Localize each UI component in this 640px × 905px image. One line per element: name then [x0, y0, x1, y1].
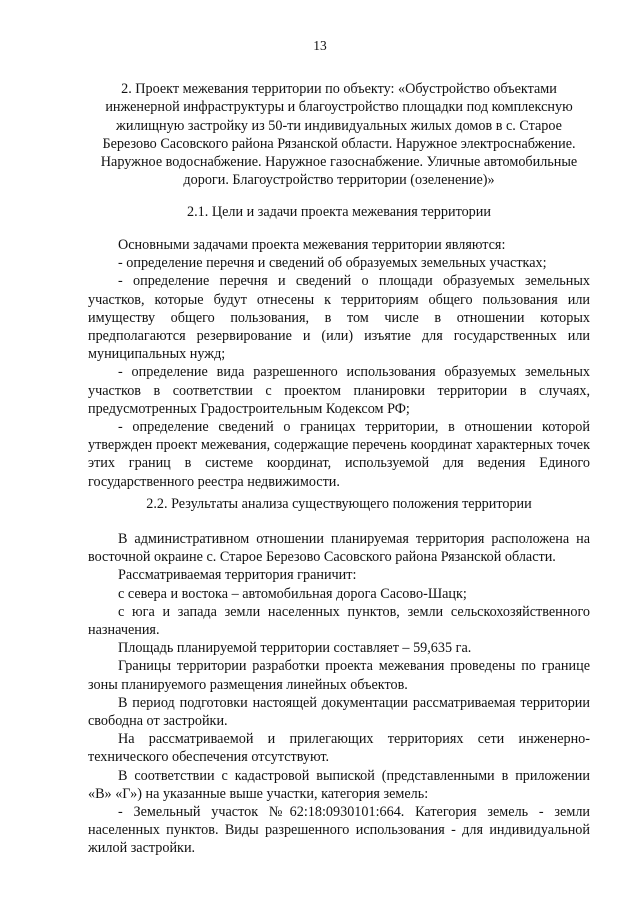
paragraph: с севера и востока – автомобильная дорога Сасово-Шацк;	[118, 585, 467, 602]
paragraph: Основными задачами проекта межевания территории являются:	[118, 237, 506, 253]
paragraph: На рассматриваемой и прилегающих территориях сети инженерно-технического обеспечения отсутствуют.	[88, 731, 590, 766]
paragraph: с юга и запада земли населенных пунктов, земли сельскохозяйственного назначения.	[88, 603, 590, 639]
section-heading-analysis: 2.2. Результаты анализа существующего положения территории	[146, 496, 532, 512]
paragraph: - определение перечня и сведений об образуемых земельных участках;	[118, 255, 547, 272]
paragraph: - Земельный участок №62:18:0930101:664. Категория земель - земли населенных пунктов. Виды разрешенного использования - для индивидуальной жилой застройки.	[88, 804, 590, 857]
section-heading-goals: 2.1. Цели и задачи проекта межевания территории	[187, 204, 491, 220]
section-body-goals	[88, 236, 590, 491]
section-body-analysis	[88, 530, 590, 858]
page-number: 13	[313, 38, 327, 53]
paragraph: В административном отношении планируемая территория расположена на восточной окраине с. Старое Березово Сасовского района Рязанской области.	[88, 531, 590, 566]
paragraph: - определение перечня и сведений о площади образуемых земельных участков, которые будут отнесены к территориям общего пользования или имуществу общего пользования, в том числе в отношении которых предполагаются резервирование и (или) изъятие для государственных или муниципальных нужд;	[88, 273, 590, 363]
paragraph: Площадь планируемой территории составляет – 59,635 га.	[118, 640, 472, 657]
document-title: 2. Проект межевания территории по объекту: «Обустройство объектами инженерной инфраструктуры и благоустройство площадки под комплексную жилищную застройку из 50-ти индивидуальных жилых домов в с. Старое Березово Сасовского района Рязанской области. Наружное электроснабжение. Наружное водоснабжение. Наружное газоснабжение. Уличные автомобильные дороги. Благоустройство территории (озеленение)»	[100, 81, 578, 189]
paragraph: В период подготовки настоящей документации рассматриваемая территории свободна от застройки.	[88, 694, 590, 730]
paragraph: - определение сведений о границах территории, в отношении которой утвержден проект межевания, содержащие перечень координат характерных точек этих границ в системе координат, используемой для ведения Единого государственного реестра недвижимости.	[88, 419, 590, 490]
paragraph: - определение вида разрешенного использования образуемых земельных участков в соответствии с проектом планировки территории в случаях, предусмотренных Градостроительным Кодексом РФ;	[88, 364, 590, 417]
paragraph: В соответствии с кадастровой выпиской (представленными в приложении «В» «Г») на указанные выше участки, категория земель:	[88, 767, 590, 802]
paragraph: Границы территории разработки проекта межевания проведены по границе зоны планируемого размещения линейных объектов.	[88, 658, 590, 693]
paragraph: Рассматриваемая территория граничит:	[118, 567, 357, 584]
